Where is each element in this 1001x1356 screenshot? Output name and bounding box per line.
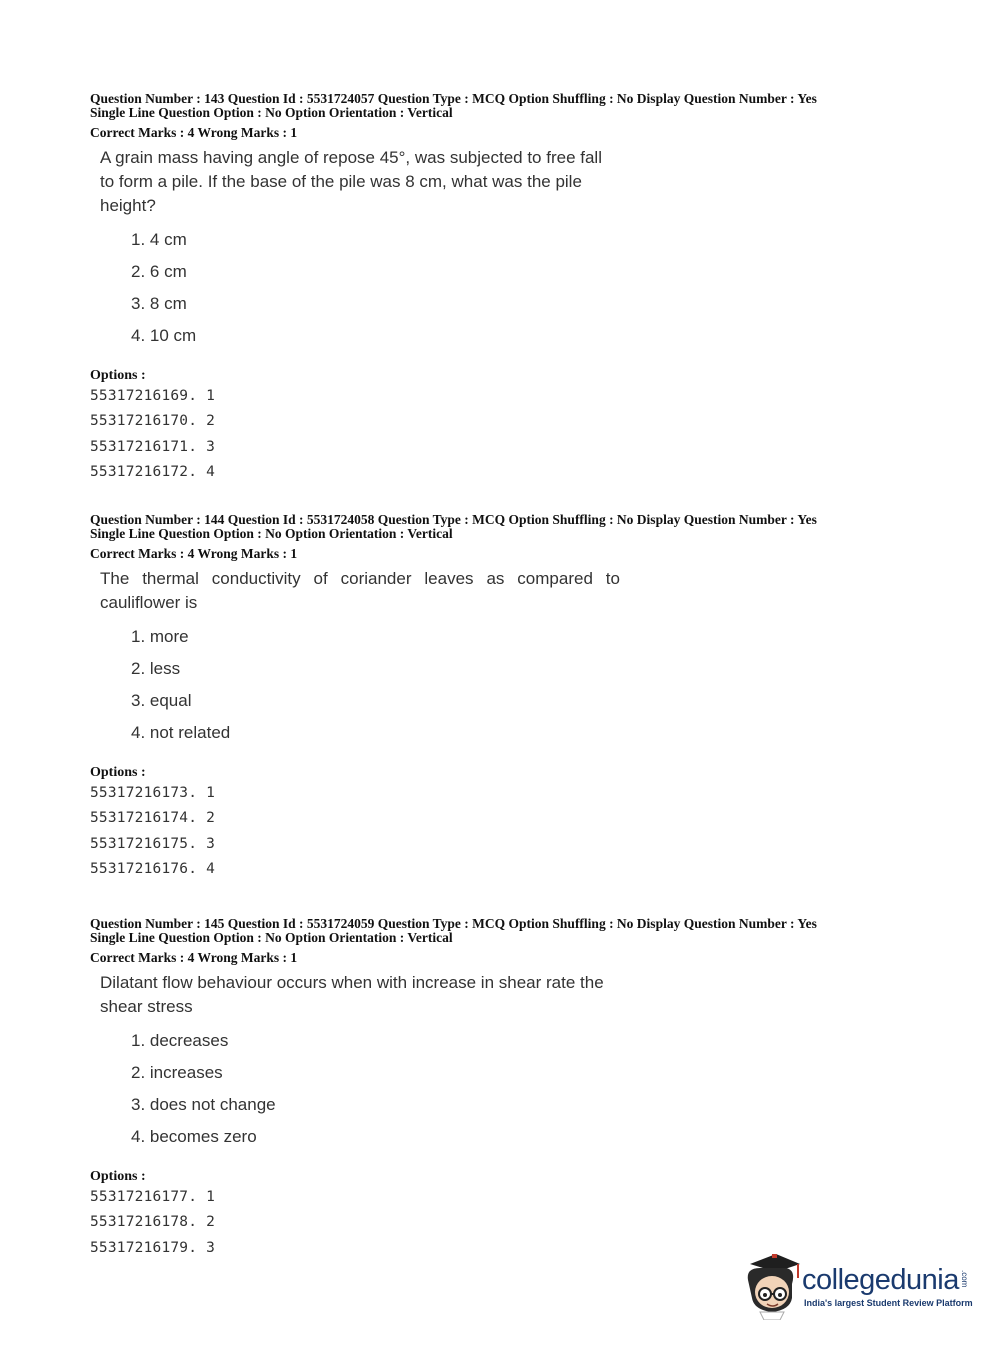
choice-item: 1. decreases <box>131 1031 229 1050</box>
choice-item: 1. 4 cm <box>131 230 187 249</box>
choice-list <box>131 224 950 352</box>
logo-tagline: India's largest Student Review Platform <box>804 1298 973 1308</box>
option-id: 55317216178. 2 <box>90 1214 216 1231</box>
choice-item: 3. does not change <box>131 1095 276 1114</box>
question-marks: Correct Marks : 4 Wrong Marks : 1 <box>90 950 298 965</box>
options-label: Options : <box>90 1169 146 1184</box>
logo-domain-suffix: .com <box>960 1270 969 1288</box>
options-label: Options : <box>90 765 146 780</box>
question-meta-line1: Question Number : 145 Question Id : 5531724059 Question Type : MCQ Option Shuffling : No Display Question Number : Yes <box>90 916 817 931</box>
question-meta-line1: Question Number : 143 Question Id : 5531724057 Question Type : MCQ Option Shuffling : No Display Question Number : Yes <box>90 91 817 106</box>
question-text: Dilatant flow behaviour occurs when with increase in shear rate the shear stress <box>100 973 604 1016</box>
choice-item: 3. equal <box>131 691 192 710</box>
option-id: 55317216174. 2 <box>90 810 216 827</box>
choice-item: 2. less <box>131 659 181 678</box>
option-id: 55317216170. 2 <box>90 413 216 430</box>
mascot-icon <box>742 1250 804 1320</box>
choice-list <box>131 1025 950 1153</box>
options-label: Options : <box>90 368 146 383</box>
choice-item: 4. becomes zero <box>131 1127 257 1146</box>
question-block-144 <box>90 513 950 882</box>
choice-item: 2. increases <box>131 1063 223 1082</box>
question-meta-line2: Single Line Question Option : No Option Orientation : Vertical <box>90 930 453 945</box>
option-id: 55317216175. 3 <box>90 835 216 852</box>
question-marks: Correct Marks : 4 Wrong Marks : 1 <box>90 546 298 561</box>
option-id: 55317216173. 1 <box>90 785 216 801</box>
question-block-145 <box>90 917 950 1261</box>
question-text: The thermal conductivity of coriander leaves as compared to cauliflower is <box>100 569 620 612</box>
logo-wordmark: collegedunia <box>802 1264 959 1296</box>
question-text: A grain mass having angle of repose 45°, was subjected to free fall to form a pile. If the base of the pile was 8 cm, what was the pile height? <box>100 148 602 215</box>
option-id: 55317216169. 1 <box>90 388 216 404</box>
option-id: 55317216177. 1 <box>90 1189 216 1205</box>
choice-item: 1. more <box>131 627 189 646</box>
question-meta-line1: Question Number : 144 Question Id : 5531724058 Question Type : MCQ Option Shuffling : No Display Question Number : Yes <box>90 512 817 527</box>
choice-item: 4. 10 cm <box>131 326 197 345</box>
question-meta-line2: Single Line Question Option : No Option Orientation : Vertical <box>90 526 453 541</box>
option-id: 55317216171. 3 <box>90 438 216 455</box>
choice-item: 4. not related <box>131 723 231 742</box>
question-marks: Correct Marks : 4 Wrong Marks : 1 <box>90 125 298 140</box>
choice-item: 2. 6 cm <box>131 262 187 281</box>
choice-list <box>131 621 950 749</box>
collegedunia-logo <box>742 1250 972 1330</box>
choice-item: 3. 8 cm <box>131 294 187 313</box>
question-meta-line2: Single Line Question Option : No Option Orientation : Vertical <box>90 105 453 120</box>
option-id: 55317216179. 3 <box>90 1239 216 1256</box>
question-block-143 <box>90 92 950 485</box>
option-id: 55317216172. 4 <box>90 463 216 480</box>
option-id: 55317216176. 4 <box>90 860 216 877</box>
